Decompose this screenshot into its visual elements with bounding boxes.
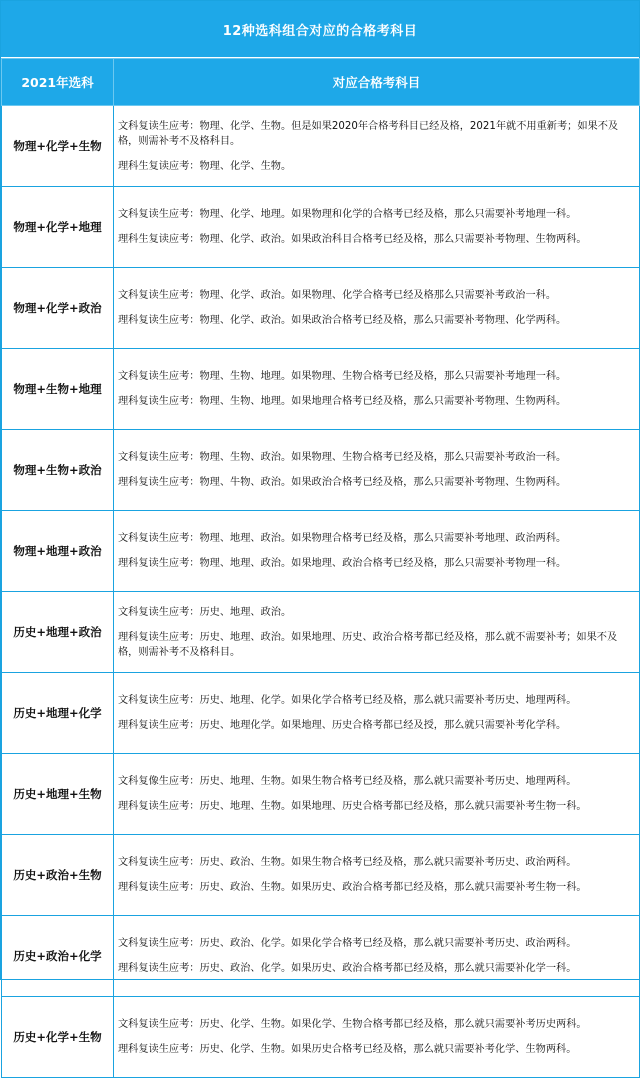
exam-detail <box>114 673 640 754</box>
table-row <box>2 997 640 1078</box>
exam-detail <box>114 187 640 268</box>
exam-detail <box>114 997 640 1078</box>
subject-combination: 物理+生物+政治 <box>2 430 114 511</box>
like-requirement: 理科复读生应考：历史、化学、生物。如果历史合格考已经及格，那么就只需要补考化学、生物两科。 <box>118 1044 577 1055</box>
table-row <box>2 754 640 835</box>
header-row <box>2 59 640 106</box>
subject-combination: 历史+政治+生物 <box>2 835 114 916</box>
subject-combination: 物理+化学+政治 <box>2 268 114 349</box>
wenke-requirement: 文科复读生应考：物理、生物、地理。如果物理、生物合格考已经及格，那么只需要补考地理一科。 <box>118 371 567 382</box>
wenke-requirement: 文科复读生应考：历史、政治、化学。如果化学合格考已经及格，那么就只需要补考历史、政治两科。 <box>118 938 577 949</box>
exam-detail <box>114 916 640 997</box>
exam-detail <box>114 835 640 916</box>
wenke-requirement: 文科复读生应考：物理、化学、生物。但是如果2020年合格考科目已经及格，2021年就不用重新考；如果不及格，则需补考不及格科目。 <box>118 120 619 147</box>
wenke-requirement: 文科复读生应考：物理、化学、政治。如果物理、化学合格考已经及格那么只需要补考政治一科。 <box>118 290 557 301</box>
table-row <box>2 673 640 754</box>
exam-detail <box>114 754 640 835</box>
table-row <box>2 187 640 268</box>
exam-detail <box>114 349 640 430</box>
like-requirement: 理科复读生应考：物理、地理、政治。如果地理、政治合格考已经及格，那么只需要补考物理一科。 <box>118 558 567 569</box>
wenke-requirement: 文科复读生应考：物理、地理、政治。如果物理合格考已经及格，那么只需要补考地理、政治两科。 <box>118 533 567 544</box>
table-row <box>2 511 640 592</box>
subject-combination: 物理+地理+政治 <box>2 511 114 592</box>
exam-detail <box>114 592 640 673</box>
table-row <box>2 106 640 187</box>
subject-table <box>1 58 640 1078</box>
wenke-requirement: 文科复读生应考：物理、化学、地理。如果物理和化学的合格考已经及格，那么只需要补考地理一科。 <box>118 209 577 220</box>
wenke-requirement: 文科复读生应考：历史、地理、化学。如果化学合格考已经及格，那么就只需要补考历史、地理两科。 <box>118 695 577 706</box>
subject-combination: 历史+地理+生物 <box>2 754 114 835</box>
header-exam-subjects: 对应合格考科目 <box>114 59 640 106</box>
like-requirement: 理科复读生应考：历史、地理、生物。如果地理、历史合格考都已经及格，那么就只需要补考生物一科。 <box>118 801 587 812</box>
wenke-requirement: 文科复读生应考：物理、生物、政治。如果物理、生物合格考已经及格，那么只需要补考政治一科。 <box>118 452 567 463</box>
like-requirement: 理科复读生应考：物理、生物、地理。如果地理合格考已经及格，那么只需要补考物理、生物两科。 <box>118 396 567 407</box>
wenke-requirement: 文科复像生应考：历史、地理、生物。如果生物合格考已经及格，那么就只需要补考历史、地理两科。 <box>118 776 577 787</box>
like-requirement: 理科复读生应考：历史、地理、政治。如果地理、历史、政治合格考都已经及格，那么就不需要补考；如果不及格，则需补考不及格科目。 <box>118 631 618 658</box>
like-requirement: 理科复读生应考：物理、化学、政治。如果政治合格考已经及格，那么只需要补考物理、化学两科。 <box>118 315 567 326</box>
like-requirement: 理科复读生应考：物理、牛物、政治。如果政治合格考已经及格，那么只需要补考物理、生物两科。 <box>118 477 567 488</box>
header-combination: 2021年选科 <box>2 59 114 106</box>
exam-detail <box>114 430 640 511</box>
subject-combination: 物理+生物+地理 <box>2 349 114 430</box>
table-row <box>2 430 640 511</box>
subject-combination: 物理+化学+地理 <box>2 187 114 268</box>
wenke-requirement: 文科复读生应考：历史、化学、生物。如果化学、生物合格考都已经及格，那么就只需要补考历史两科。 <box>118 1019 587 1030</box>
like-requirement: 理科复读生应考：历史、政治、化学。如果历史、政治合格考都已经及格，那么就只需要补化学一科。 <box>118 963 577 974</box>
subject-combination: 历史+地理+化学 <box>2 673 114 754</box>
table-row <box>2 592 640 673</box>
subject-combination: 历史+地理+政治 <box>2 592 114 673</box>
like-requirement: 理科生复读应考：物理、化学、生物。 <box>118 160 292 172</box>
table-row <box>2 268 640 349</box>
subject-combination: 历史+政治+化学 <box>2 916 114 997</box>
exam-detail <box>114 268 640 349</box>
exam-detail <box>114 511 640 592</box>
table-row <box>2 349 640 430</box>
table-row <box>2 835 640 916</box>
like-requirement: 理科生复读应考：物理、化学、政治。如果政治科目合格考已经及格，那么只需要补考物理、生物两科。 <box>118 234 587 245</box>
exam-detail <box>114 106 640 187</box>
table-row <box>2 916 640 997</box>
table-title: 12种选科组合对应的合格考科目 <box>1 1 639 58</box>
like-requirement: 理科复读生应考：历史、政治、生物。如果历史、政治合格考都已经及格，那么就只需要补考生物一科。 <box>118 882 587 893</box>
subject-combination: 历史+化学+生物 <box>2 997 114 1078</box>
subject-combination: 物理+化学+生物 <box>2 106 114 187</box>
like-requirement: 理科复读生应考：历史、地理化学。如果地理、历史合格考都已经及授，那么就只需要补考化学科。 <box>118 720 567 731</box>
wenke-requirement: 文科复读生应考：历史、地理、政治。 <box>118 606 292 618</box>
wenke-requirement: 文科复读生应考：历史、政治、生物。如果生物合格考已经及格，那么就只需要补考历史、政治两科。 <box>118 857 577 868</box>
